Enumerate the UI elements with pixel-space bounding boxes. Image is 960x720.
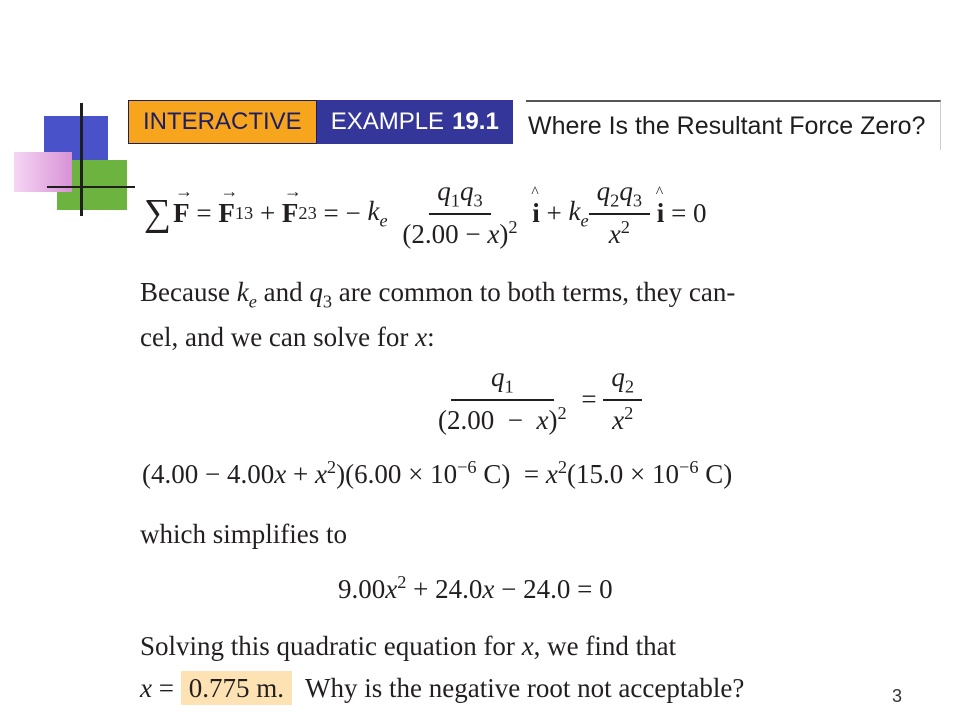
paragraph-solving: Solving this quadratic equation for x, we find that xyxy=(140,631,677,661)
equation-expanded: $(4.00 - 4.00x + x^2)(6.00 \times 10^{-6}$ $C) = x^2(15.0 \times 10^{-6}$ C) xyxy=(142,457,733,489)
interactive-tag: INTERACTIVE xyxy=(128,100,317,144)
decor-vertical-line xyxy=(80,103,83,216)
paragraph-cancel: Because $k_e$ and $q_3$ are common to both terms, they can- cel, and we can solve for x: xyxy=(140,277,736,353)
paragraph-simplifies: which simplifies to xyxy=(140,519,347,549)
example-label: EXAMPLE xyxy=(330,108,445,135)
example-banner xyxy=(128,100,513,144)
example-number: 19.1 xyxy=(452,108,499,135)
page-number: 3 xyxy=(891,686,902,706)
equation-quadratic: $9.00x^2 + 24.0x - 24.0 = 0$ xyxy=(338,572,613,604)
equation-ratio: $\frac{q_1}{(2.00 - x)^2}$ = $\frac{q_2}{x^2}$ xyxy=(430,362,642,436)
equation-net-force: ∑ → F = → F 13 + → F 23 = − $k_e$ $\frac{q_1q_3}{(2.00 - x)^2}$ ^ i + $k_e$ $\frac{q_2q_3}{x^2}$ ^ i = 0 xyxy=(144,176,707,250)
decor-horizontal-line xyxy=(47,186,135,188)
answer-highlight: 0.775 m. xyxy=(181,671,292,705)
paragraph-answer: x = 0.775 m. Why is the negative root not acceptable? xyxy=(140,673,745,703)
example-tag xyxy=(317,100,513,144)
example-title: Where Is the Resultant Force Zero? xyxy=(526,100,941,150)
question-text: Why is the negative root not acceptable? xyxy=(305,673,745,703)
